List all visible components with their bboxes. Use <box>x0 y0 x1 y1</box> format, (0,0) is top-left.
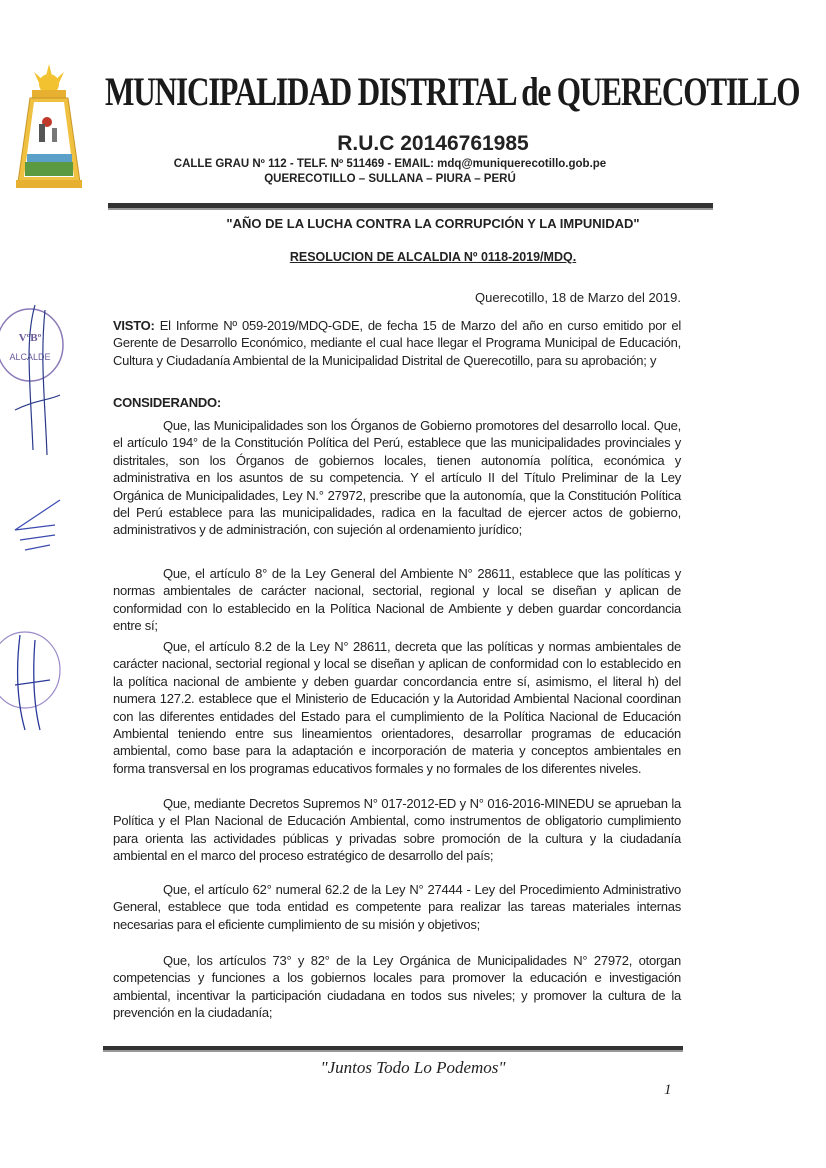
considerando-paragraph: Que, el artículo 8.2 de la Ley N° 28611, decreta que las políticas y normas ambientales de carácter nacional, sectorial regional y local se diseñan y aplican de conformidad con lo establecido en la política nacional de ambiente y deben guardar concordancia entre sí, asimismo, el literal h) del numera 127.2. establece que el Ministerio de Educación y la Autoridad Ambiental Nacional coordinan con las diferentes entidades del Estado para el cumplimiento de la Política Nacional de Educación Ambiental teniendo entre sus lineamientos orientadores, desarrollar programas de educación ambiental, como base para la adaptación e incorporación de materia y conceptos ambientales en forma transversal en los programas educativos formales y no formales de los diferentes niveles. <box>113 639 681 776</box>
considerando-paragraph: Que, las Municipalidades son los Órganos de Gobierno promotores del desarrollo local. Que, el artículo 194° de la Constitución Política del Perú, establece que las municipalidades provinciales y distritales, son los Órganos de gobiernos locales, tienen autonomía política, económica y administrativa en los asuntos de su competencia. Y el artículo II del Título Preliminar de la Ley Orgánica de Municipalidades, Ley N.° 27972, prescribe que la autonomía, que la Constitución Política del Perú establece para las municipalidades, radica en la facultad de ejercer actos de gobierno, administrativos y de administración, con sujeción al ordenamiento jurídico; <box>113 418 681 538</box>
document-date: Querecotillo, 18 de Marzo del 2019. <box>475 290 681 305</box>
location-line: QUERECOTILLO – SULLANA – PIURA – PERÚ <box>264 173 516 185</box>
signature <box>5 300 65 460</box>
address-line: CALLE GRAU Nº 112 - TELF. Nº 511469 - EMAIL: mdq@muniquerecotillo.gob.pe <box>173 158 607 170</box>
page-number: 1 <box>664 1082 672 1098</box>
footer-motto: "Juntos Todo Lo Podemos" <box>320 1058 506 1077</box>
municipality-title: MUNICIPALIDAD DISTRITAL de QUERECOTILLO <box>105 69 800 114</box>
considerando-paragraph: Que, mediante Decretos Supremos N° 017-2012-ED y N° 016-2016-MINEDU se aprueban la Política y el Plan Nacional de Educación Ambiental, como instrumentos de obligatorio cumplimiento para orienta las actividades públicas y privadas sobre promoción de la cultura y la ciudadanía ambiental en el marco del proceso estratégico de desarrollo del país; <box>113 796 681 864</box>
resolution-title: RESOLUCION DE ALCALDIA Nº 0118-2019/MDQ. <box>289 250 577 264</box>
visto-label: VISTO: <box>113 318 155 333</box>
considerando-paragraph: Que, el artículo 62° numeral 62.2 de la Ley N° 27444 - Ley del Procedimiento Administrativo General, establece que toda entidad es competente para realizar las tareas materiales internas necesarias para el eficiente cumplimiento de su misión y objetivos; <box>113 882 681 932</box>
header-address <box>150 157 630 187</box>
header-divider <box>108 203 713 210</box>
footer-divider <box>103 1046 683 1052</box>
initials-signature <box>10 495 65 555</box>
visto-paragraph <box>113 317 681 369</box>
municipal-logo <box>14 62 84 192</box>
considerando-paragraph: Que, el artículo 8° de la Ley General del Ambiente N° 28611, establece que las políticas y normas ambientales de carácter nacional, sectorial, regional y local se diseñan y aplican de conformidad con lo establecido en la Política Nacional de Ambiente y deben guardar concordancia entre sí; <box>113 566 681 634</box>
stamp-role: ALCALDE <box>9 352 51 362</box>
considerando-heading: CONSIDERANDO: <box>113 395 221 410</box>
year-motto: "AÑO DE LA LUCHA CONTRA LA CORRUPCIÓN Y LA IMPUNIDAD" <box>226 216 640 231</box>
visto-text: El Informe Nº 059-2019/MDQ-GDE, de fecha 15 de Marzo del año en curso emitido por el Gerente de Desarrollo Económico, mediante el cual hace llegar el Programa Municipal de Educación, Cultura y Ciudadanía Ambiental de la Municipalidad Distrital de Querecotillo, para su aprobación; y <box>113 318 681 368</box>
official-stamp-signature <box>0 625 70 735</box>
stamp-center: VºBº <box>18 332 42 344</box>
ruc-number: R.U.C 20146761985 <box>337 132 529 155</box>
considerando-paragraph: Que, los artículos 73° y 82° de la Ley Orgánica de Municipalidades N° 27972, otorgan competencias y funciones a los gobiernos locales para promover la educación e investigación ambiental, incentivar la participación ciudadana en todos sus niveles; y promover la cultura de la prevención en la ciudadanía; <box>113 953 681 1021</box>
